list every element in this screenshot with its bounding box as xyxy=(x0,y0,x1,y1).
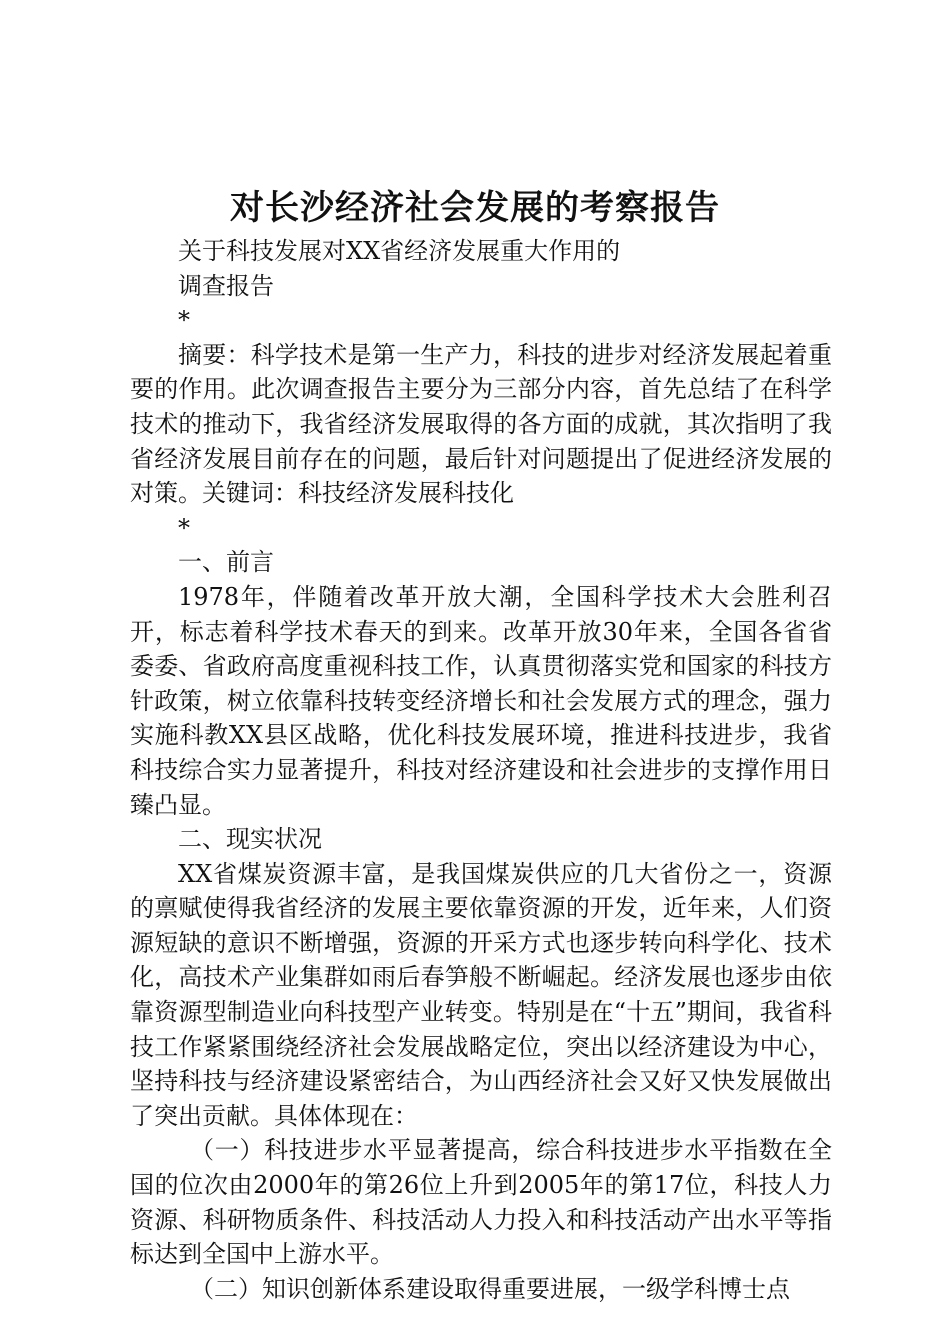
separator-star: * xyxy=(178,513,190,542)
status-paragraph: XX省煤炭资源丰富，是我国煤炭供应的几大省份之一，资源的禀赋使得我省经济的发展主要依靠资源的开发，近年来，人们资源短缺的意识不断增强，资源的开采方式也逐步转向科学化、技术化，高技术产业集群如雨后春笋般不断崛起。经济发展也逐步由依靠资源型制造业向科技型产业转变。特别是在“十五”期间，我省科技工作紧紧围绕经济社会发展战略定位，突出以经济建设为中心，坚持科技与经济建设紧密结合，为山西经济社会又好又快发展做出了突出贡献。具体体现在： xyxy=(130,859,832,1130)
separator-star: * xyxy=(178,306,190,335)
preface-paragraph: 1978年，伴随着改革开放大潮，全国科学技术大会胜利召开，标志着科学技术春天的到来。改革开放30年来，全国各省省委委、省政府高度重视科技工作，认真贯彻落实党和国家的科技方针政策，树立依靠科技转变经济增长和社会发展方式的理念，强力实施科教XX县区战略，优化科技发展环境，推进科技进步，我省科技综合实力显著提升，科技对经济建设和社会进步的支撑作用日臻凸显。 xyxy=(130,582,832,819)
list-item-paragraph: （二）知识创新体系建设取得重要进展，一级学科博士点 xyxy=(190,1274,790,1303)
section-heading-status: 二、现实状况 xyxy=(178,825,322,854)
document-body xyxy=(130,234,832,1306)
abstract-paragraph: 摘要：科学技术是第一生产力，科技的进步对经济发展起着重要的作用。此次调查报告主要分为三部分内容，首先总结了在科学技术的推动下，我省经济发展取得的各方面的成就，其次指明了我省经济发展目前存在的问题，最后针对问题提出了促进经济发展的对策。关键词：科技经济发展科技化 xyxy=(130,340,832,508)
subtitle-line-1: 关于科技发展对XX省经济发展重大作用的 xyxy=(178,237,621,265)
subtitle-line-2: 调查报告 xyxy=(178,271,274,300)
section-heading-preface: 一、前言 xyxy=(178,548,274,577)
list-item-paragraph: （一）科技进步水平显著提高，综合科技进步水平指数在全国的位次由2000年的第26位上升到2005年的第17位，科技人力资源、科研物质条件、科技活动人力投入和科技活动产出水平等指标达到全国中上游水平。 xyxy=(130,1136,832,1269)
document-title: 对长沙经济社会发展的考察报告 xyxy=(230,188,720,228)
